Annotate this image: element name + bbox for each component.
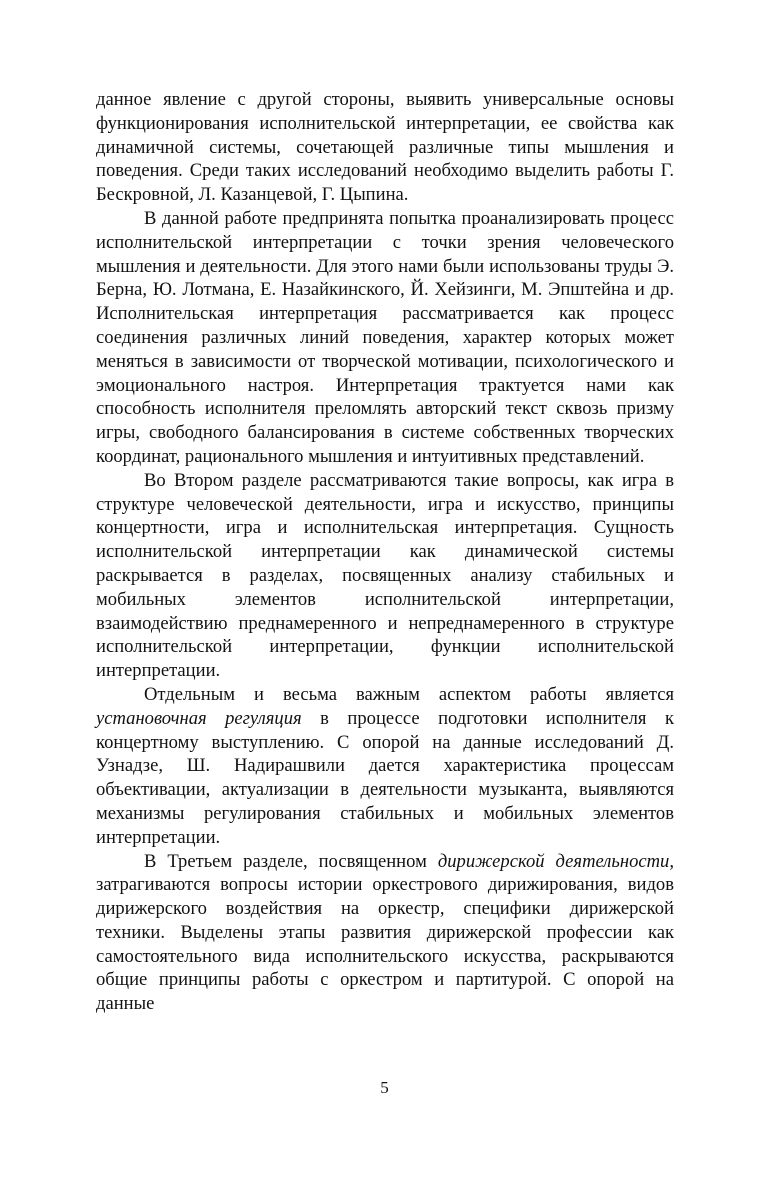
italic-term: дирижерской деятельности, xyxy=(437,850,674,872)
page-number: 5 xyxy=(380,1078,389,1097)
paragraph-text: данное явление с другой стороны, выявить универсальные основы функционирования исполнительской интерпретации, ее свойства как динамичной системы, сочетающей различные типы мышления и поведения. Среди таких исследований необходимо выделить работы Г. Бескровной, Л. Казанцевой, Г. Цыпина. xyxy=(96,89,674,206)
paragraph-text: В данной работе предпринята попытка проанализировать процесс исполнительской интерпретации с точки зрения человеческого мышления и деятельности. Для этого нами были использованы труды Э. Берна, Ю. Лотмана, Е. Назайкинского, Й. Хейзинги, М. Эпштейна и др. Исполнительская интерпретация рассматривается как процесс соединения различных линий поведения, характер которых может меняться в зависимости от творческой мотивации, психологического и эмоционального настроя. Интерпретация трактуется нами как способность исполнителя преломлять авторский текст сквозь призму игры, свободного балансирования в системе собственных творческих координат, рационального мышления и интуитивных представлений. xyxy=(96,207,674,467)
paragraph-2 xyxy=(96,207,674,469)
paragraph-1 xyxy=(96,88,674,207)
italic-term: установочная регуляция xyxy=(96,707,302,729)
paragraph-5 xyxy=(96,850,674,1017)
paragraph-text: В Третьем разделе, посвященном xyxy=(144,850,438,872)
paragraph-text: в процессе подготовки исполнителя к концертному выступлению. С опорой на данные исследований Д. Узнадзе, Ш. Надирашвили дается характеристика процессам объективации, актуализации в деятельности музыканта, выявляются механизмы регулирования стабильных и мобильных элементов интерпретации. xyxy=(96,707,674,848)
paragraph-text: затрагиваются вопросы истории оркестрового дирижирования, видов дирижерского воздействия на оркестр, специфики дирижерской техники. Выделены этапы развития дирижерской профессии как самостоятельного вида исполнительского искусства, раскрываются общие принципы работы с оркестром и партитурой. С опорой на данные xyxy=(96,874,674,1015)
paragraph-3 xyxy=(96,469,674,683)
paragraph-text: Отдельным и весьма важным аспектом работы является xyxy=(144,683,674,705)
body-text xyxy=(96,88,674,1016)
paragraph-text: Во Втором разделе рассматриваются такие вопросы, как игра в структуре человеческой деятельности, игра и искусство, принципы концертности, игра и исполнительская интерпретация. Сущность исполнительской интерпретации как динамической системы раскрывается в разделах, посвященных анализу стабильных и мобильных элементов исполнительской интерпретации, взаимодействию преднамеренного и непреднамеренного в структуре исполнительской интерпретации, функции исполнительской интерпретации. xyxy=(96,469,674,682)
paragraph-4 xyxy=(96,683,674,850)
